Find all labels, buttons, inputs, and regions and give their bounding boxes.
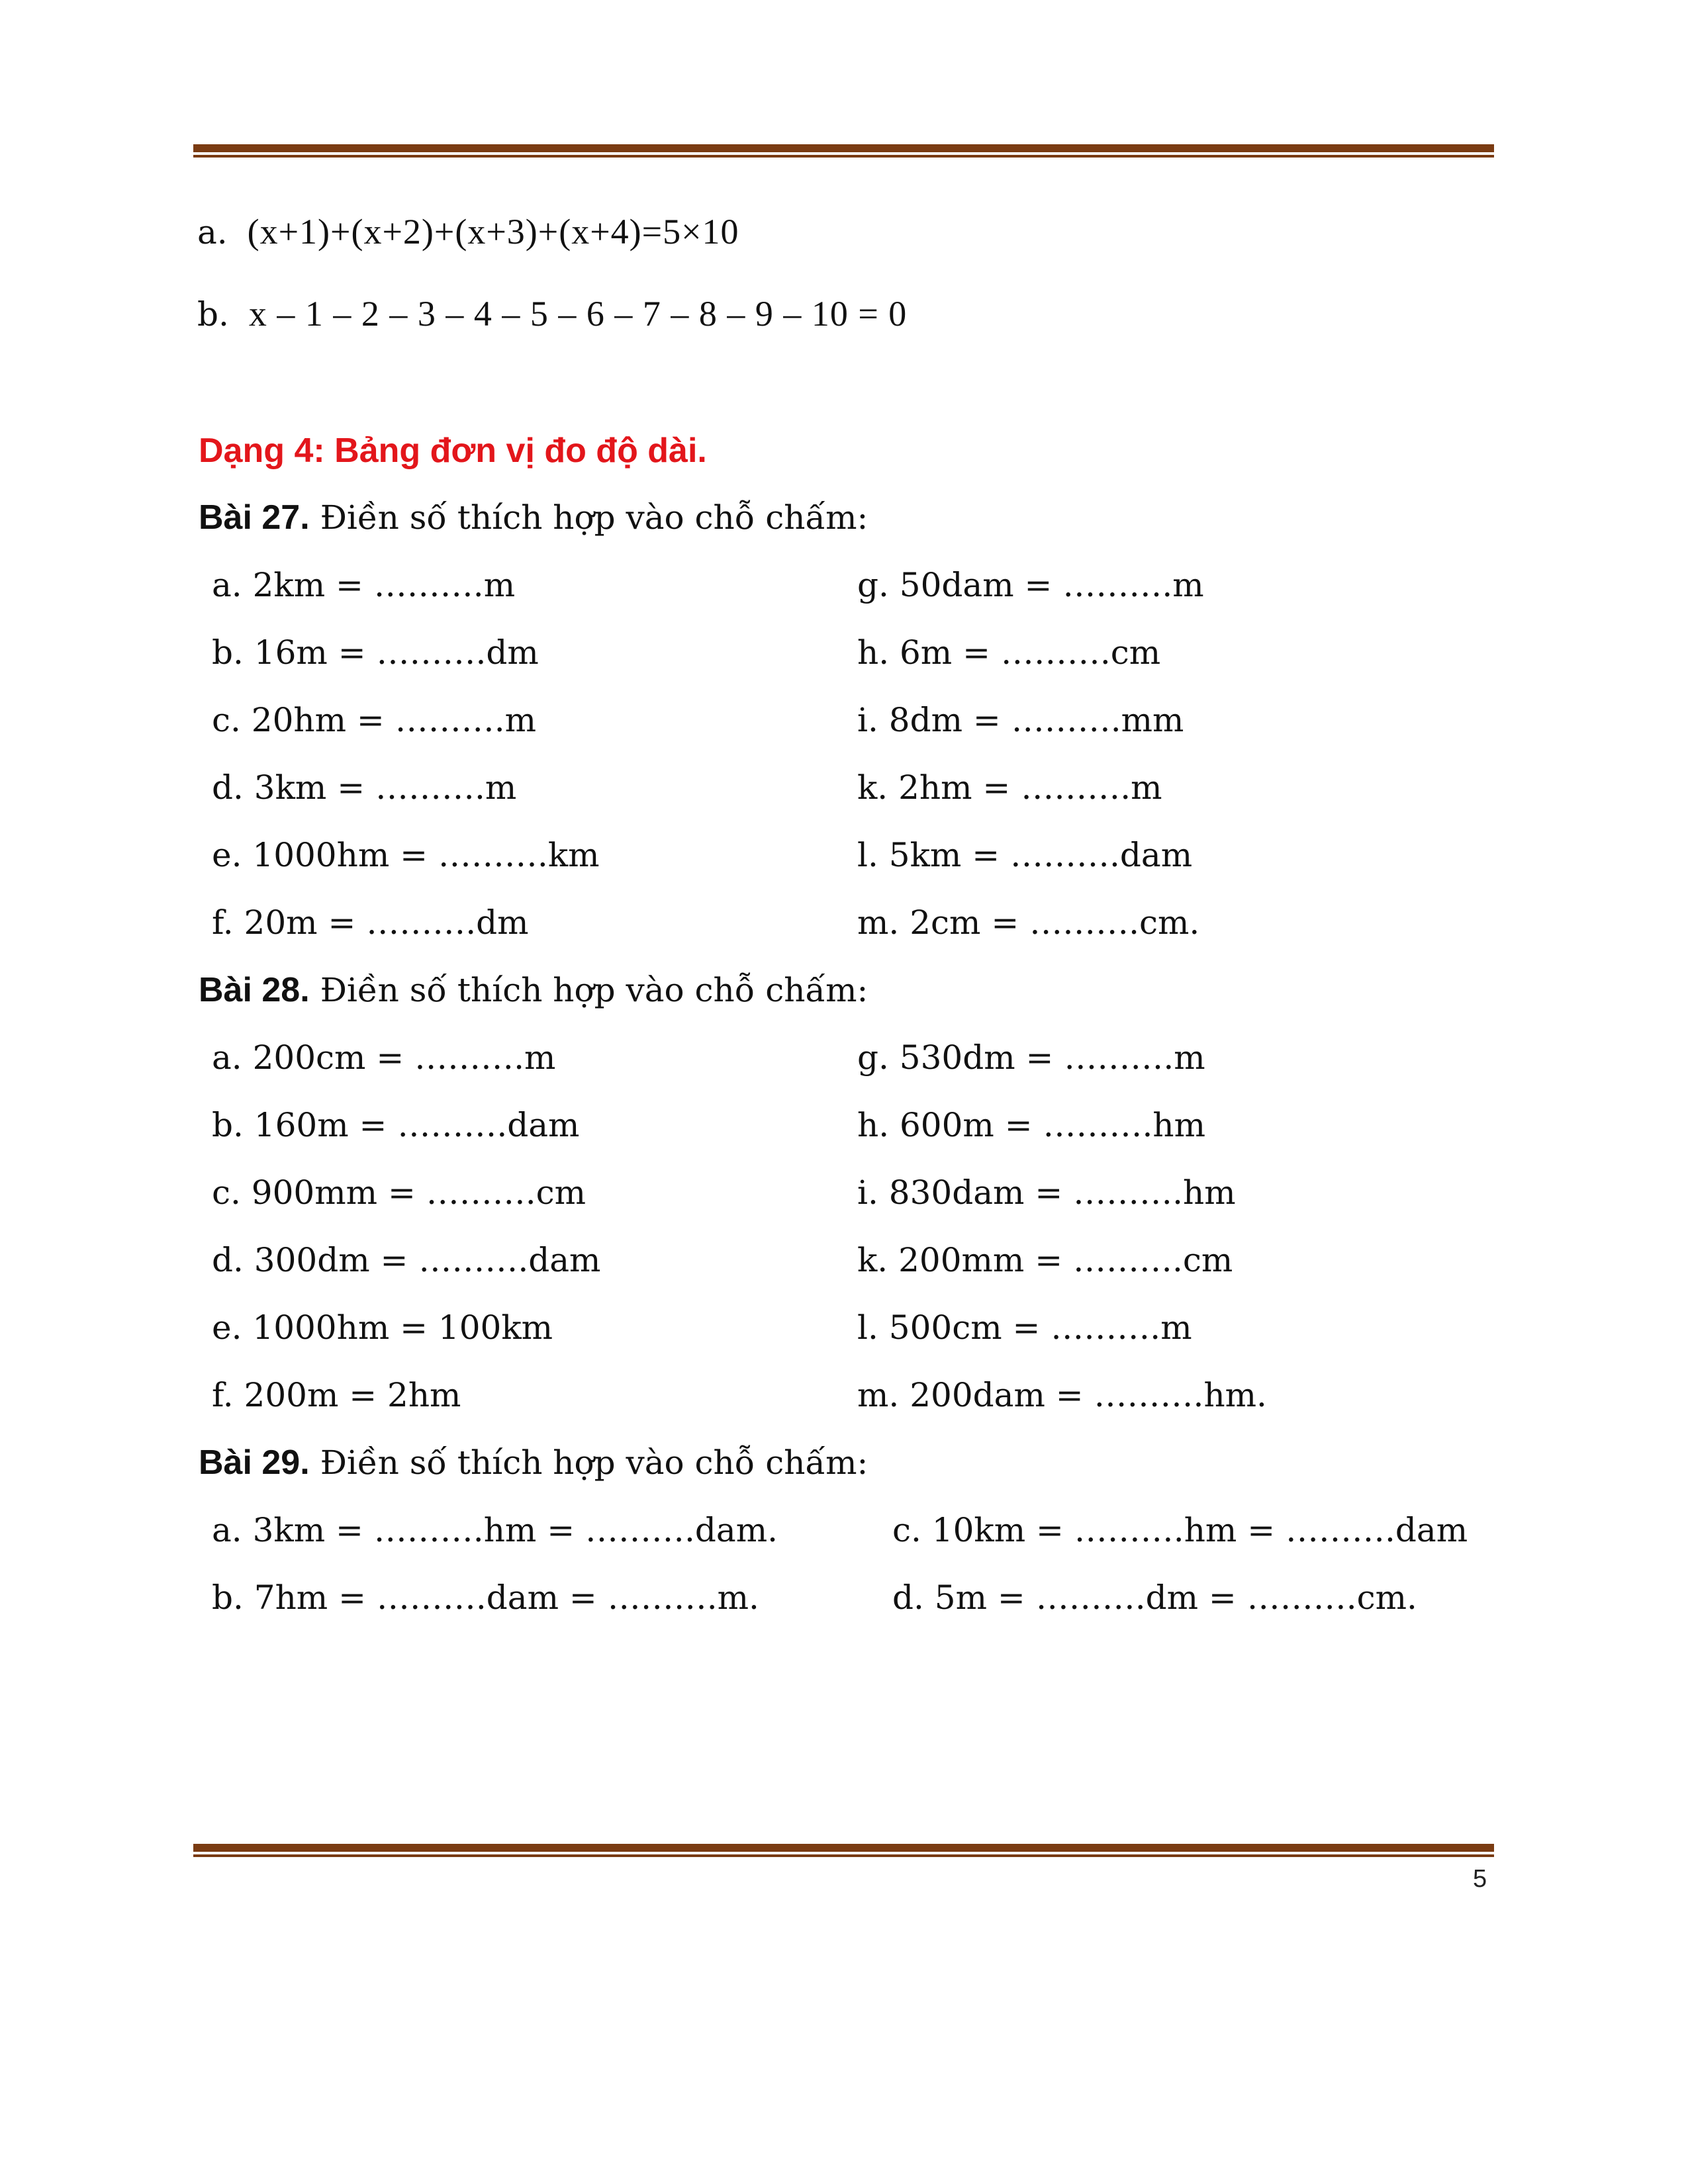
list-item: d. 300dm = ……….dam — [212, 1241, 601, 1279]
list-item: a. 2km = ……….m — [212, 566, 516, 604]
list-item: h. 600m = ……….hm — [857, 1106, 1206, 1144]
list-item: m. 200dam = ……….hm. — [857, 1376, 1267, 1414]
list-item: c. 10km = ……….hm = ……….dam — [892, 1511, 1468, 1549]
equation-b — [197, 294, 907, 334]
list-item: a. 200cm = ……….m — [212, 1038, 556, 1077]
list-item: b. 16m = ……….dm — [212, 633, 539, 672]
equation-label: b. — [197, 295, 229, 334]
header-rule — [193, 144, 1494, 158]
list-item: l. 500cm = ……….m — [857, 1308, 1192, 1347]
exercise-instruction: Điền số thích hợp vào chỗ chấm: — [320, 1443, 868, 1482]
exercise-title-27 — [199, 498, 868, 537]
list-item: k. 2hm = ……….m — [857, 768, 1162, 807]
list-item: m. 2cm = ……….cm. — [857, 903, 1200, 942]
list-item: k. 200mm = ……….cm — [857, 1241, 1233, 1279]
equation-a — [197, 212, 739, 252]
exercise-instruction: Điền số thích hợp vào chỗ chấm: — [320, 498, 868, 537]
list-item: e. 1000hm = ……….km — [212, 836, 600, 874]
exercise-number: Bài 27. — [199, 498, 310, 537]
equation-expression: (x+1)+(x+2)+(x+3)+(x+4)=5×10 — [247, 212, 739, 251]
list-item: h. 6m = ……….cm — [857, 633, 1161, 672]
list-item: g. 50dam = ……….m — [857, 566, 1204, 604]
list-item: d. 3km = ……….m — [212, 768, 517, 807]
footer-rule — [193, 1844, 1494, 1857]
equation-label: a. — [197, 213, 228, 251]
list-item: f. 20m = ……….dm — [212, 903, 529, 942]
exercise-title-29 — [199, 1443, 868, 1482]
page-number: 5 — [1473, 1865, 1487, 1893]
list-item: c. 900mm = ……….cm — [212, 1173, 586, 1212]
list-item: f. 200m = 2hm — [212, 1376, 461, 1414]
equation-expression: x – 1 – 2 – 3 – 4 – 5 – 6 – 7 – 8 – 9 – 10 = 0 — [248, 294, 908, 334]
exercise-number: Bài 29. — [199, 1443, 310, 1482]
list-item: b. 7hm = ……….dam = ……….m. — [212, 1578, 759, 1617]
exercise-number: Bài 28. — [199, 971, 310, 1009]
list-item: a. 3km = ……….hm = ……….dam. — [212, 1511, 778, 1549]
list-item: i. 830dam = ……….hm — [857, 1173, 1236, 1212]
list-item: d. 5m = ……….dm = ……….cm. — [892, 1578, 1417, 1617]
list-item: l. 5km = ……….dam — [857, 836, 1193, 874]
list-item: b. 160m = ……….dam — [212, 1106, 580, 1144]
exercise-instruction: Điền số thích hợp vào chỗ chấm: — [320, 971, 868, 1009]
exercise-title-28 — [199, 970, 868, 1010]
list-item: c. 20hm = ……….m — [212, 701, 537, 739]
list-item: i. 8dm = ……….mm — [857, 701, 1184, 739]
section-heading: Dạng 4: Bảng đơn vị đo độ dài. — [199, 432, 707, 470]
list-item: g. 530dm = ……….m — [857, 1038, 1205, 1077]
list-item: e. 1000hm = 100km — [212, 1308, 553, 1347]
